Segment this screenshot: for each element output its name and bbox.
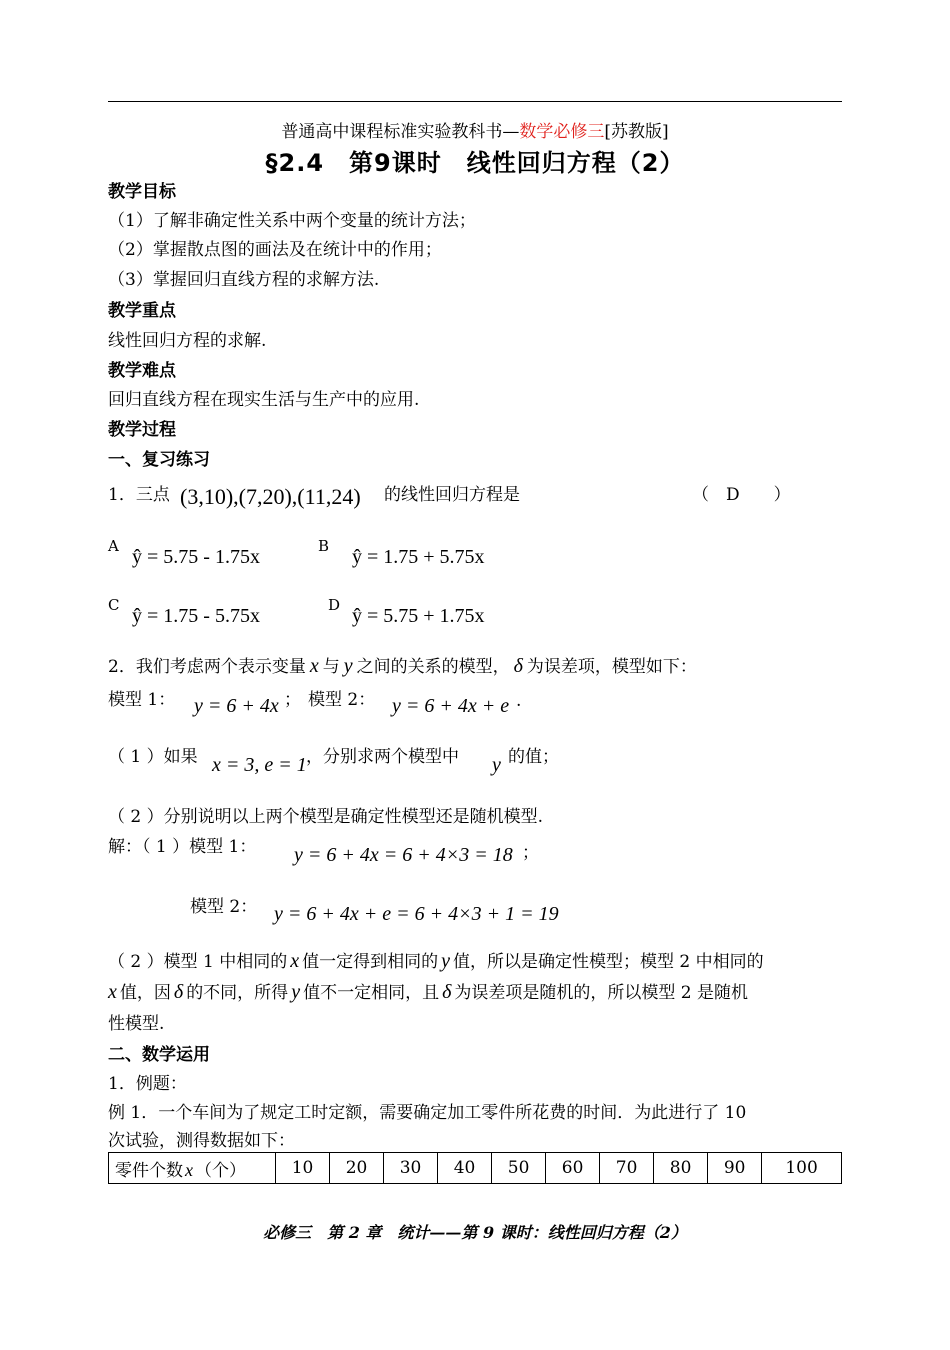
sub1-var-y: y [492, 754, 501, 776]
model-separator: ； [284, 690, 301, 710]
q2-text-d: 为误差项，模型如下： [526, 657, 697, 677]
q2-var-y: y [343, 655, 353, 677]
q1-tail: 的线性回归方程是 [384, 485, 520, 505]
page-title: §2.4 第9课时 线性回归方程（2） [265, 149, 685, 177]
table-cell: 90 [708, 1153, 762, 1184]
exp2-text-e: 为误差项是随机的，所以模型 2 是随机 [454, 983, 748, 1003]
sub1-condition: x = 3, e = 1 [212, 754, 307, 776]
exp2-delta: δ [173, 981, 184, 1003]
table-label-unit: （个） [195, 1160, 246, 1181]
header-rule [108, 101, 842, 102]
table-cell: 70 [600, 1153, 654, 1184]
table-cell: 80 [654, 1153, 708, 1184]
goal-1: （1）了解非确定性关系中两个变量的统计方法； [108, 211, 476, 231]
solution1-tail: ； [522, 843, 539, 863]
table-cell: 30 [384, 1153, 438, 1184]
solution2-formula: y = 6 + 4x + e = 6 + 4×3 + 1 = 19 [274, 903, 559, 925]
exp2-text-c: 的不同，所得 [186, 983, 289, 1003]
option-c-formula: ŷ = 1.75 - 5.75x [132, 605, 260, 627]
q1-answer: （ D ） [692, 485, 791, 505]
key-text: 线性回归方程的求解. [108, 331, 267, 351]
exp-var-y: y [441, 950, 451, 972]
table-cell: 100 [762, 1153, 842, 1184]
exp-text-a: （ 2 ）模型 1 中相同的 [108, 952, 288, 972]
option-d-letter: D [328, 596, 341, 614]
key-heading: 教学重点 [108, 301, 176, 321]
exp-text-b: 值一定得到相同的 [302, 952, 439, 972]
explanation-line3: 性模型. [108, 1014, 165, 1034]
explanation-line1 [108, 947, 764, 973]
model1-label: 模型 1： [108, 690, 176, 710]
table-cell: 10 [276, 1153, 330, 1184]
goals-heading: 教学目标 [108, 182, 176, 202]
sub1-text-a: （ 1 ）如果 [108, 747, 198, 767]
page-footer: 必修三 第 2 章 统计——第 9 课时：线性回归方程（2） [263, 1223, 687, 1242]
option-c-letter: C [108, 596, 120, 614]
model2-period: . [516, 691, 522, 711]
goal-2: （2）掌握散点图的画法及在统计中的作用； [108, 240, 442, 260]
example-text-line1: 例 1．一个车间为了规定工时定额，需要确定加工零件所花费的时间．为此进行了 10 [108, 1103, 747, 1123]
q2-line1 [108, 652, 697, 678]
data-table [108, 1152, 842, 1184]
process-heading: 教学过程 [108, 420, 176, 440]
table-cell: 20 [330, 1153, 384, 1184]
header-subject: 数学必修三 [519, 122, 605, 142]
table-row [109, 1153, 842, 1184]
option-a-letter: A [108, 537, 119, 555]
option-d-formula: ŷ = 5.75 + 1.75x [352, 605, 485, 627]
model1-formula: y = 6 + 4x [194, 695, 279, 717]
model2-label: 模型 2： [308, 690, 376, 710]
table-cell: 50 [492, 1153, 546, 1184]
difficult-text: 回归直线方程在现实生活与生产中的应用. [108, 390, 420, 410]
goal-3: （3）掌握回归直线方程的求解方法. [108, 270, 380, 290]
example-text-line2: 次试验，测得数据如下： [108, 1131, 295, 1151]
q2-text-a: 2．我们考虑两个表示变量 [108, 657, 306, 677]
q2-var-x: x [309, 655, 319, 677]
exp2-delta-2: δ [442, 981, 452, 1003]
example-lead: 1．例题： [108, 1074, 187, 1094]
table-label-text: 零件个数 [115, 1160, 183, 1181]
review-heading: 一、复习练习 [108, 450, 210, 470]
difficult-heading: 教学难点 [108, 361, 176, 381]
model2-formula: y = 6 + 4x + e [392, 695, 510, 717]
table-label-cell [109, 1153, 276, 1184]
sub1-text-c: 的值； [508, 747, 559, 767]
apply-heading: 二、数学运用 [108, 1045, 210, 1065]
option-a-formula: ŷ = 5.75 - 1.75x [132, 546, 260, 568]
exp2-text-b: 值，因 [119, 983, 171, 1003]
q2-delta: δ [513, 655, 523, 677]
solution1-formula: y = 6 + 4x = 6 + 4×3 = 18 [294, 844, 513, 866]
header-prefix: 普通高中课程标准实验教科书— [281, 122, 520, 142]
exp-var-x: x [290, 950, 300, 972]
sub1-text-b: ，分别求两个模型中 [306, 747, 459, 767]
exp-text-c: 值，所以是确定性模型；模型 2 中相同的 [453, 952, 764, 972]
explanation-line2 [108, 978, 748, 1004]
exp2-text-d: 值不一定相同，且 [303, 983, 440, 1003]
option-b-letter: B [318, 537, 330, 555]
sub2-text: （ 2 ）分别说明以上两个模型是确定性模型还是随机模型. [108, 807, 544, 827]
exp2-var-y: y [291, 981, 301, 1003]
header-line [0, 117, 950, 142]
q1-points: (3,10),(7,20),(11,24) [180, 484, 361, 509]
q2-text-c: 之间的关系的模型， [356, 657, 510, 677]
solution-label: 解：（ 1 ）模型 1： [108, 837, 257, 857]
header-edition: [苏教版] [604, 122, 669, 142]
exp2-var-x: x [108, 981, 117, 1003]
q2-text-b: 与 [322, 657, 340, 677]
table-label-var: x [185, 1159, 193, 1180]
option-b-formula: ŷ = 1.75 + 5.75x [352, 546, 485, 568]
solution2-label: 模型 2： [190, 897, 258, 917]
q1-lead: 1．三点 [108, 485, 170, 505]
table-cell: 60 [546, 1153, 600, 1184]
table-cell: 40 [438, 1153, 492, 1184]
